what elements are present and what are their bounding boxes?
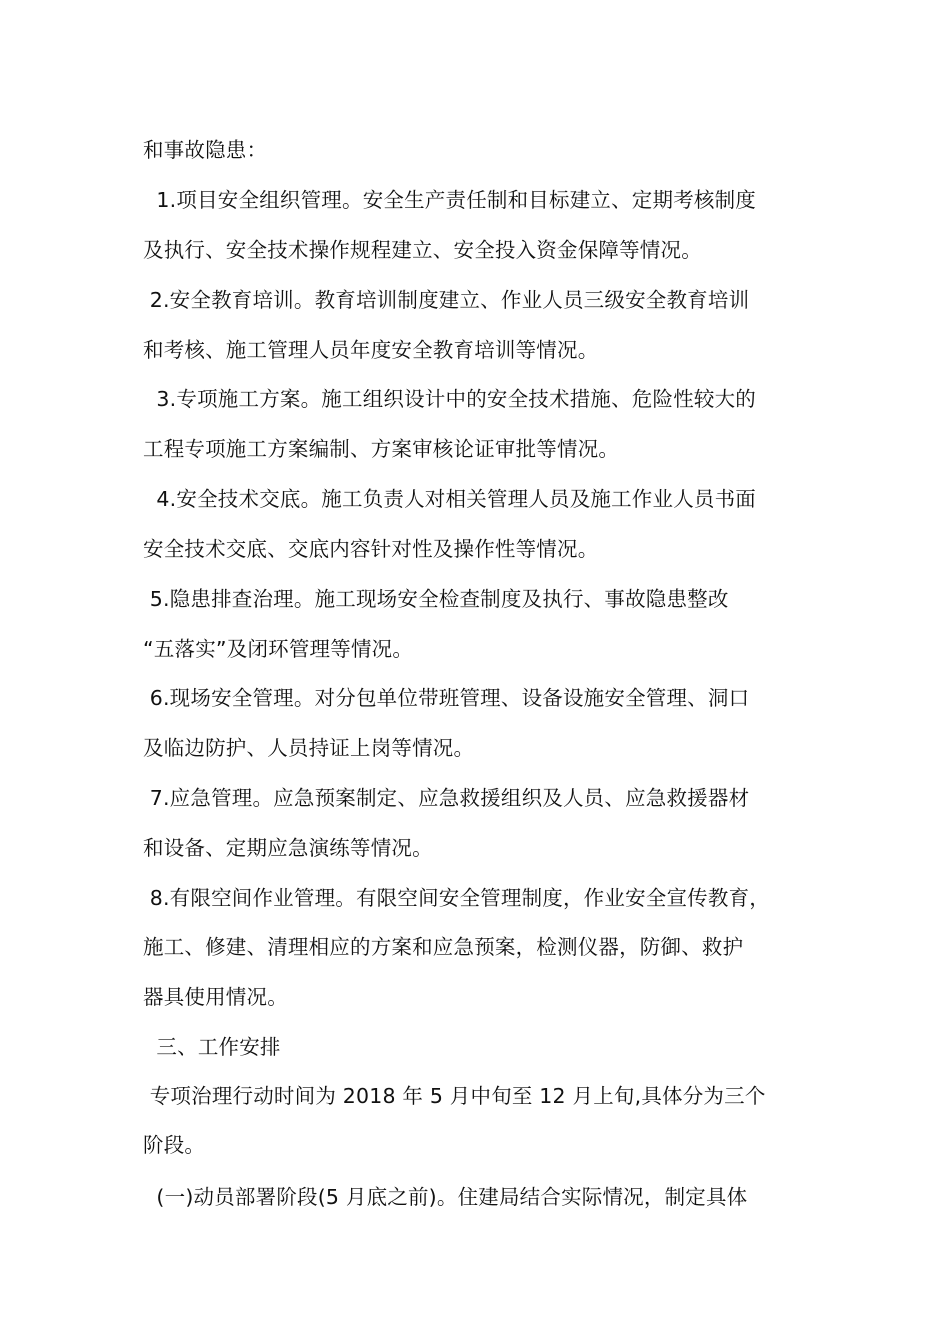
- text-line: 器具使用情况。: [143, 985, 288, 1009]
- text-line: 和设备、定期应急演练等情况。: [143, 836, 433, 860]
- text-line: (一)动员部署阶段(5 月底之前)。住建局结合实际情况，制定具体: [143, 1185, 748, 1209]
- text-line: 和考核、施工管理人员年度安全教育培训等情况。: [143, 338, 599, 362]
- text-line: 和事故隐患：: [143, 138, 268, 162]
- text-line: 4.安全技术交底。施工负责人对相关管理人员及施工作业人员书面: [143, 487, 756, 511]
- text-line: 1.项目安全组织管理。安全生产责任制和目标建立、定期考核制度: [143, 188, 756, 212]
- text-line: 7.应急管理。应急预案制定、应急救援组织及人员、应急救援器材: [143, 786, 750, 810]
- text-line: “五落实”及闭环管理等情况。: [143, 637, 414, 661]
- text-line: 6.现场安全管理。对分包单位带班管理、设备设施安全管理、洞口: [143, 686, 750, 710]
- text-line: 施工、修建、清理相应的方案和应急预案，检测仪器，防御、救护: [143, 935, 744, 959]
- section-heading: 三、工作安排: [143, 1035, 281, 1059]
- text-line: 8.有限空间作业管理。有限空间安全管理制度，作业安全宣传教育，: [143, 886, 770, 910]
- text-line: 5.隐患排查治理。施工现场安全检查制度及执行、事故隐患整改: [143, 587, 729, 611]
- text-line: 3.专项施工方案。施工组织设计中的安全技术措施、危险性较大的: [143, 387, 756, 411]
- text-line: 安全技术交底、交底内容针对性及操作性等情况。: [143, 537, 599, 561]
- text-line: 专项治理行动时间为 2018 年 5 月中旬至 12 月上旬,具体分为三个: [143, 1084, 766, 1108]
- text-line: 工程专项施工方案编制、方案审核论证审批等情况。: [143, 437, 620, 461]
- text-line: 及执行、安全技术操作规程建立、安全投入资金保障等情况。: [143, 238, 702, 262]
- text-line: 2.安全教育培训。教育培训制度建立、作业人员三级安全教育培训: [143, 288, 750, 312]
- text-line: 及临边防护、人员持证上岗等情况。: [143, 736, 475, 760]
- text-line: 阶段。: [143, 1133, 206, 1157]
